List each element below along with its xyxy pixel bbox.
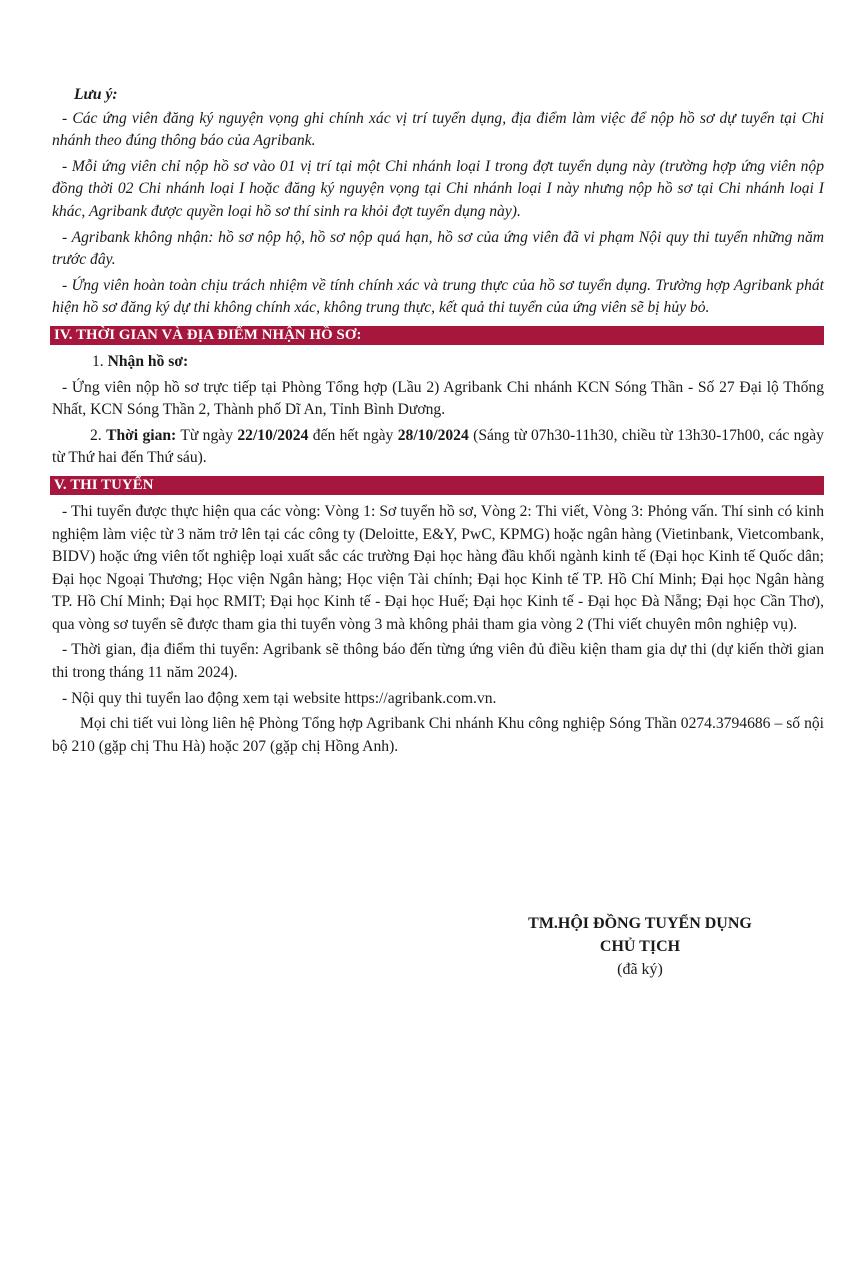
section-v-paragraph: - Nội quy thi tuyển lao động xem tại website https://agribank.com.vn. xyxy=(62,689,497,707)
item2-end-date: 28/10/2024 xyxy=(397,426,469,444)
section-iv-item1-heading xyxy=(52,351,824,374)
item2-start-date: 22/10/2024 xyxy=(237,426,309,444)
note-item: - Mỗi ứng viên chỉ nộp hồ sơ vào 01 vị trí tại một Chi nhánh loại I trong đợt tuyển dụng này (trường hợp ứng viên nộp đồng thời 02 Chi nhánh loại I hoặc đăng ký nguyện vọng tại Chi nhánh loại I này nhưng nộp hồ sơ tại Chi nhánh loại I khác, Agribank được quyền loại hồ sơ thí sinh ra khỏi đợt tuyển dụng này). xyxy=(52,157,824,220)
item1-number: 1. xyxy=(92,352,104,370)
section-iv-heading: IV. THỜI GIAN VÀ ĐỊA ĐIỂM NHẬN HỒ SƠ: xyxy=(50,326,824,345)
note-item: - Ứng viên hoàn toàn chịu trách nhiệm về tính chính xác và trung thực của hồ sơ tuyển dụng. Trường hợp Agribank phát hiện hồ sơ đăng ký dự thi không chính xác, không trung thực, kết quả thi tuyển của ứng viên sẽ bị hủy bỏ. xyxy=(52,276,824,317)
item2-hours: (Sáng từ 07h30-11h30, chiều từ 13h30-17h00, các ngày từ Thứ hai đến Thứ sáu). xyxy=(52,426,824,467)
section-v-heading: V. THI TUYỂN xyxy=(50,476,824,495)
contact-paragraph: Mọi chi tiết vui lòng liên hệ Phòng Tổng hợp Agribank Chi nhánh Khu công nghiệp Sóng Thần 0274.3794686 – số nội bộ 210 (gặp chị Thu Hà) hoặc 207 (gặp chị Hồng Anh). xyxy=(52,715,824,755)
item2-number: 2. xyxy=(90,426,102,444)
signature-block xyxy=(470,912,810,981)
item2-title: Thời gian: xyxy=(106,426,177,444)
item2-paragraph xyxy=(52,425,824,470)
section-v-paragraph: - Thời gian, địa điểm thi tuyển: Agribank sẽ thông báo đến từng ứng viên đủ điều kiện tham gia dự thi (dự kiến thời gian thi trong tháng 11 năm 2024). xyxy=(52,641,824,682)
item2-mid: đến hết ngày xyxy=(312,426,394,444)
signature-title: CHỦ TỊCH xyxy=(599,938,681,955)
note-item: - Các ứng viên đăng ký nguyện vọng ghi chính xác vị trí tuyển dụng, địa điểm làm việc để nộp hồ sơ dự tuyển tại Chi nhánh theo đúng thông báo của Agribank. xyxy=(52,109,824,150)
item2-from: Từ ngày xyxy=(180,426,233,444)
section-v-paragraph: - Thi tuyển được thực hiện qua các vòng: Vòng 1: Sơ tuyển hồ sơ, Vòng 2: Thi viết, Vòng 3: Phỏng vấn. Thí sinh có kinh nghiệm làm việc từ 3 năm trở lên tại các công ty (Deloitte, E&Y, PwC, KPMG) hoặc ngân hàng (Vietinbank, Vietcombank, BIDV) hoặc ứng viên tốt nghiệp loại xuất sắc các trường Đại học hàng đầu khối ngành kinh tế (Đại học Kinh tế Quốc dân; Đại học Ngoại Thương; Học viện Ngân hàng; Học viện Tài chính; Đại học Kinh tế TP. Hồ Chí Minh; Đại học Ngân hàng TP. Hồ Chí Minh; Đại học RMIT; Đại học Kinh tế - Đại học Huế; Đại học Kinh tế - Đại học Đà Nẵng; Đại học Cần Thơ), qua vòng sơ tuyển sẽ được tham gia thi tuyển vòng 3 mà không phải tham gia vòng 2 (Thi viết chuyên môn nghiệp vụ). xyxy=(52,502,824,633)
notes-title: Lưu ý: xyxy=(74,86,118,103)
signature-signed: (đã ký) xyxy=(617,961,663,978)
item1-title: Nhận hồ sơ: xyxy=(107,352,189,370)
item1-text: - Ứng viên nộp hồ sơ trực tiếp tại Phòng Tổng hợp (Lầu 2) Agribank Chi nhánh KCN Sóng Thần - Số 27 Đại lộ Thống Nhất, KCN Sóng Thần 2, Thành phố Dĩ An, Tỉnh Bình Dương. xyxy=(52,378,824,419)
signature-committee: TM.HỘI ĐỒNG TUYỂN DỤNG xyxy=(528,915,752,932)
note-item: - Agribank không nhận: hồ sơ nộp hộ, hồ sơ nộp quá hạn, hồ sơ của ứng viên đã vi phạm Nội quy thi tuyển những năm trước đây. xyxy=(52,228,824,269)
